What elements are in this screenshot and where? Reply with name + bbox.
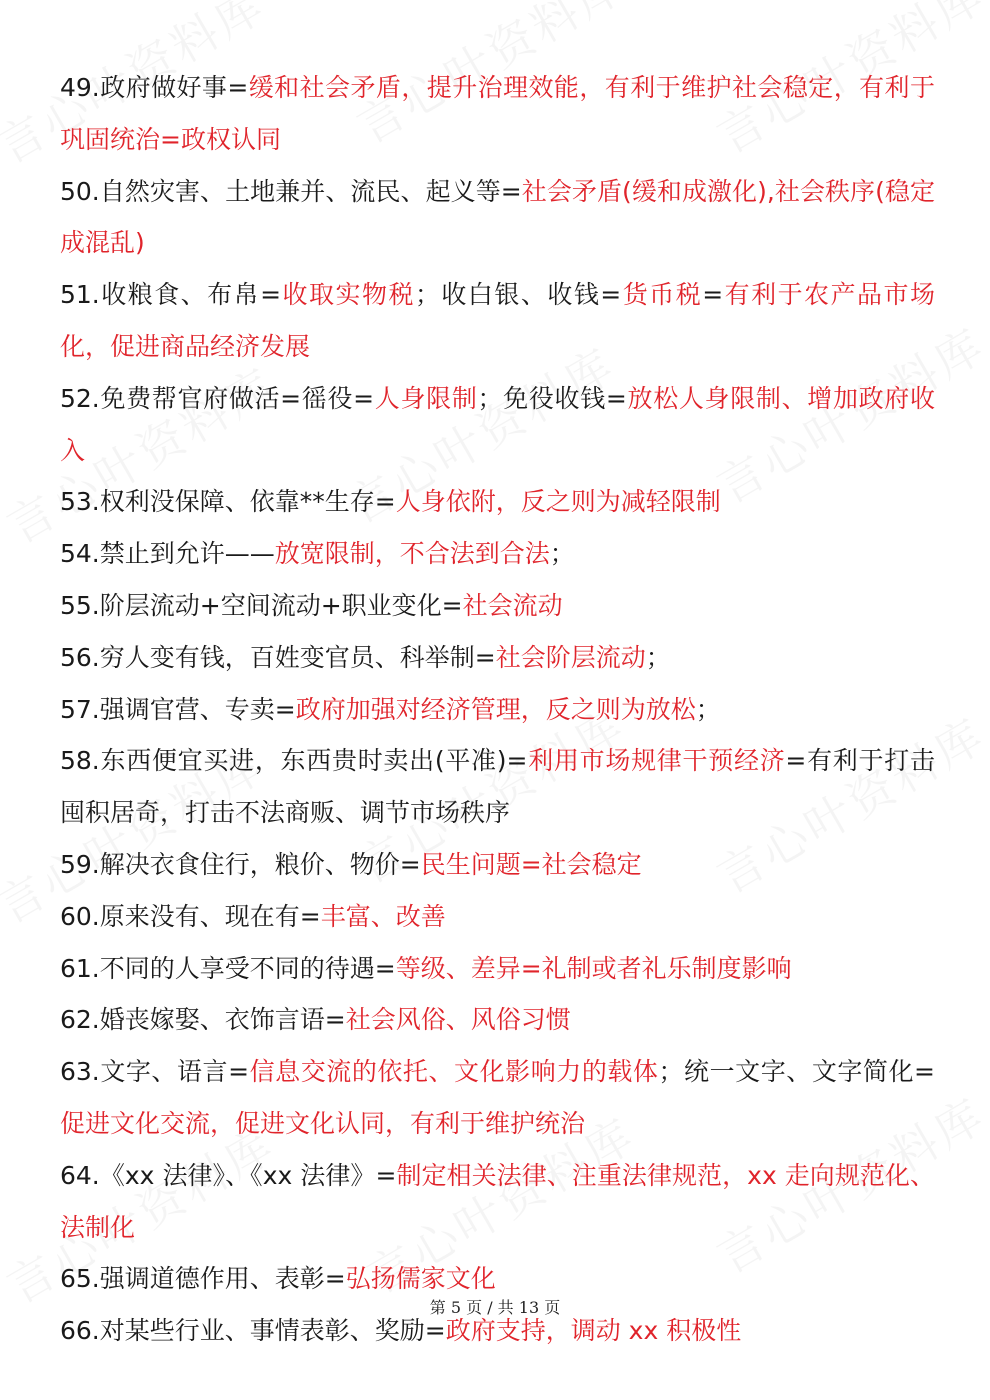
item-number: 56.	[60, 642, 100, 672]
item-text: 免费帮官府做活=徭役=	[99, 383, 375, 413]
highlighted-text: 弘扬儒家文化	[345, 1264, 496, 1294]
highlighted-text: 利用市场规律干预经济	[527, 746, 786, 776]
item-text: ；统一文字、文字简化=	[658, 1057, 935, 1087]
list-item	[60, 1046, 935, 1150]
list-item	[60, 891, 935, 943]
item-text: ；免役收钱=	[477, 383, 627, 413]
item-text: 文字、语言=	[99, 1057, 250, 1087]
list-item	[60, 476, 935, 528]
highlighted-text: 促进文化交流，促进文化认同，有利于维护统治	[60, 1108, 586, 1138]
item-number: 49.	[60, 73, 100, 102]
highlighted-text: 社会矛盾(缓和成激化),社会秩序(稳定成混乱)	[60, 176, 935, 258]
highlighted-text: 人身限制	[374, 383, 478, 413]
item-number: 55.	[60, 590, 100, 620]
item-text: 穷人变有钱，百姓变官员、科举制=	[99, 642, 496, 672]
item-text: =	[702, 280, 724, 310]
list-item	[60, 684, 935, 736]
item-text: ；	[695, 694, 721, 724]
item-text: 收粮食、布帛=	[99, 280, 282, 310]
item-text: 阶层流动+空间流动+职业变化=	[99, 590, 463, 620]
highlighted-text: 人身依附，反之则为减轻限制	[395, 487, 721, 517]
page-footer: 第 5 页 / 共 13 页	[429, 1298, 561, 1317]
item-number: 62.	[60, 1005, 100, 1035]
item-number: 54.	[60, 539, 100, 569]
highlighted-text: 社会阶层流动	[495, 642, 646, 672]
highlighted-text: 社会流动	[462, 590, 563, 620]
highlighted-text: 政府支持，调动 xx 积极性	[445, 1316, 742, 1346]
item-number: 50.	[60, 176, 100, 206]
item-number: 53.	[60, 487, 100, 517]
list-item	[60, 580, 935, 632]
highlighted-text: 政府加强对经济管理，反之则为放松	[295, 694, 696, 724]
list-item	[60, 373, 935, 477]
item-number: 58.	[60, 746, 100, 776]
item-text: ；	[549, 539, 575, 569]
list-item	[60, 1150, 935, 1254]
item-text: 权利没保障、依靠**生存=	[99, 487, 396, 517]
item-number: 65.	[60, 1264, 100, 1294]
highlighted-text: 放宽限制，不合法到合法	[274, 539, 550, 569]
highlighted-text: 民生问题=社会稳定	[420, 849, 642, 879]
item-number: 61.	[60, 953, 100, 983]
item-number: 52.	[60, 383, 100, 413]
list-item	[60, 528, 935, 580]
list-item	[60, 735, 935, 839]
item-text: 不同的人享受不同的待遇=	[99, 953, 396, 983]
item-text: ；	[645, 642, 671, 672]
notes-list	[60, 62, 935, 1357]
item-number: 51.	[60, 280, 100, 310]
item-number: 60.	[60, 901, 100, 931]
item-text: 原来没有、现在有=	[99, 901, 321, 931]
item-text: 强调道德作用、表彰=	[99, 1264, 346, 1294]
list-item	[60, 994, 935, 1046]
item-text: 强调官营、专卖=	[99, 694, 296, 724]
list-item	[60, 632, 935, 684]
list-item	[60, 62, 935, 166]
highlighted-text: 收取实物税	[281, 280, 415, 310]
item-number: 66.	[60, 1316, 100, 1346]
item-number: 64.	[60, 1160, 100, 1190]
item-text: ；收白银、收钱=	[414, 280, 622, 310]
highlighted-text: 社会风俗、风俗习惯	[345, 1005, 571, 1035]
item-text: 禁止到允许——	[99, 539, 275, 569]
list-item	[60, 839, 935, 891]
item-number: 59.	[60, 849, 100, 879]
highlighted-text: 等级、差异=礼制或者礼乐制度影响	[395, 953, 792, 983]
item-text: =有利于打击囤积居奇，打击不法商贩、调节市场秩序	[60, 746, 935, 828]
list-item	[60, 166, 935, 270]
item-number: 57.	[60, 694, 100, 724]
item-text: 解决衣食住行，粮价、物价=	[99, 849, 421, 879]
item-text: 对某些行业、事情表彰、奖励=	[99, 1316, 446, 1346]
highlighted-text: 丰富、改善	[320, 901, 446, 931]
highlighted-text: 缓和社会矛盾，提升治理效能，有利于维护社会稳定，有利于巩固统治=政权认同	[60, 73, 935, 154]
highlighted-text: 有利于农产品市场化，促进商品经济发展	[60, 280, 935, 361]
item-text: 《xx 法律》、《xx 法律》=	[99, 1160, 397, 1190]
highlighted-text: 放松人身限制、增加政府收入	[60, 383, 935, 465]
list-item	[60, 943, 935, 995]
highlighted-text: 货币税	[621, 280, 703, 310]
highlighted-text: 信息交流的依托、文化影响力的载体	[249, 1057, 659, 1087]
highlighted-text: 制定相关法律、注重法律规范，xx 走向规范化、法制化	[60, 1160, 935, 1242]
item-number: 63.	[60, 1057, 100, 1087]
item-text: 婚丧嫁娶、衣饰言语=	[99, 1005, 346, 1035]
item-text: 政府做好事=	[99, 73, 249, 102]
item-text: 自然灾害、土地兼并、流民、起义等=	[99, 176, 522, 206]
item-text: 东西便宜买进，东西贵时卖出(平准)=	[99, 746, 528, 776]
list-item	[60, 269, 935, 373]
